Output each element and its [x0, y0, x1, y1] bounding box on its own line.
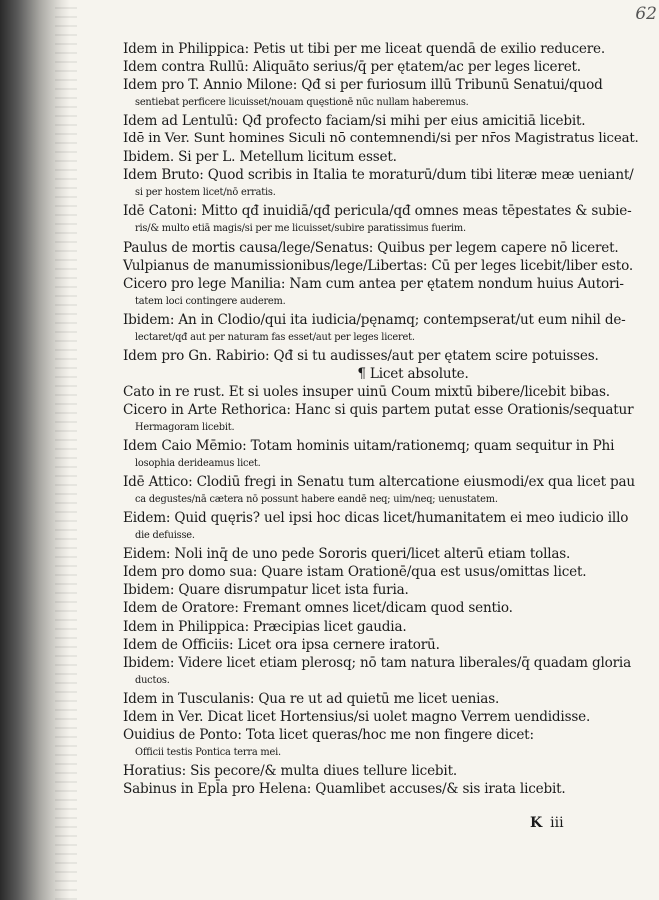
text-line: Idem contra Rullū: Aliquāto serius/q̄ per ętatem/ac per leges liceret. — [123, 59, 581, 76]
text-line: die defuisse. — [135, 530, 195, 542]
text-line: si per hostem licet/nō erratis. — [135, 187, 276, 199]
scan-speckle — [55, 0, 77, 900]
text-line: lectaret/qđ aut per naturam fas esset/aut per leges liceret. — [135, 331, 415, 343]
text-line: Idem in Ver. Dicat licet Hortensius/si uolet magno Verrem uendidisse. — [123, 708, 591, 725]
text-line: Cicero in Arte Rethorica: Hanc si quis partem putat esse Orationis/sequatur — [123, 401, 634, 418]
text-line: Idē in Ver. Sunt homines Siculi nō contemnendi/si per nr̄os Magistratus liceat. — [123, 131, 639, 147]
folio-number: 62 — [635, 4, 657, 24]
text-line: Officii testis Pontica terra mei. — [135, 746, 281, 758]
text-column — [123, 40, 639, 798]
text-line: tatem loci contingere auderem. — [135, 295, 286, 307]
text-line: Vulpianus de manumissionibus/lege/Libertas: Cū per leges licebit/liber esto. — [123, 257, 633, 274]
text-line: Horatius: Sis pecore/& multa diues tellure licebit. — [123, 762, 457, 779]
signature-number: iii — [550, 815, 564, 831]
signature-letter: K — [530, 815, 543, 831]
text-line: Cicero pro lege Manilia: Nam cum antea per ętatem nondum huius Autori- — [123, 275, 624, 292]
text-line: Idē Catoni: Mitto qđ inuidiā/qđ pericula/qđ omnes meas tēpestates & subie- — [123, 203, 632, 220]
text-line: Idem in Tusculanis: Qua re ut ad quietū me licet uenias. — [123, 690, 500, 707]
text-line: Idem in Philippica: Petis ut tibi per me liceat quendā de exilio reducere. — [123, 41, 605, 57]
text-line: Ibidem: An in Clodio/qui ita iudicia/pęnamq; contempserat/ut eum nihil de- — [123, 311, 626, 328]
text-line: Cato in re rust. Et si uoles insuper uinū Coum mixtū bibere/licebit bibas. — [123, 383, 610, 400]
text-line: ca degustes/nā cætera nō possunt habere eandē neq; uim/neq; uenustatem. — [135, 494, 498, 506]
section-heading: ¶ Licet absolute. — [357, 365, 469, 382]
text-line: Paulus de mortis causa/lege/Senatus: Quibus per legem capere nō liceret. — [123, 239, 619, 256]
text-line: Idem Bruto: Quod scribis in Italia te moraturū/dum tibi literæ meæ ueniant/ — [123, 167, 634, 184]
text-line: Idē Attico: Clodiū fregi in Senatu tum altercatione eiusmodi/ex qua licet pau — [123, 474, 635, 491]
text-line: Eidem: Quid quęris? uel ipsi hoc dicas licet/humanitatem ei meo iudicio illo — [123, 510, 629, 527]
text-line: Hermagoram licebit. — [135, 421, 235, 433]
signature-mark — [530, 815, 564, 831]
text-line: ris/& multo etiā magis/si per me licuisset/subire paratissimus fuerim. — [135, 223, 466, 235]
text-line: Idem Caio Mēmio: Totam hominis uitam/rationemq; quam sequitur in Phi — [123, 438, 615, 455]
text-line: losophia derideamus licet. — [135, 458, 261, 470]
text-line: Ibidem: Videre licet etiam plerosq; nō tam natura liberales/q̄ quadam gloria — [123, 654, 631, 671]
text-line: Ibidem. Si per L. Metellum licitum esset. — [123, 149, 397, 166]
text-line: Sabinus in Epl̄a pro Helena: Quamlibet accuses/& sis irata licebit. — [123, 780, 566, 797]
text-line: Idem pro Gn. Rabirio: Qđ si tu audisses/aut per ętatem scire potuisses. — [123, 347, 599, 364]
text-line: ductos. — [135, 674, 170, 686]
text-line: Idem pro domo sua: Quare istam Orationē/qua est usus/omittas licet. — [123, 564, 587, 581]
text-line: Idem ad Lentulū: Qđ profecto faciam/si mihi per eius amicitiā licebit. — [123, 113, 586, 130]
text-line: Idem de Officiis: Licet ora ipsa cernere iratorū. — [123, 636, 440, 653]
text-line: Idem in Philippica: Præcipias licet gaudia. — [123, 618, 407, 635]
text-line: Ouidius de Ponto: Tota licet queras/hoc me non fingere dicet: — [123, 726, 534, 743]
text-line: Idem de Oratore: Fremant omnes licet/dicam quod sentio. — [123, 600, 513, 617]
text-line: Idem pro T. Annio Milone: Qđ si per furiosum illū Tribunū Senatui/quod — [123, 77, 603, 94]
text-line: Eidem: Noli inq̄ de uno pede Sororis queri/licet alterū etiam tollas. — [123, 546, 571, 563]
text-line: sentiebat perficere licuisset/nouam quęstionē nūc nullam haberemus. — [135, 97, 469, 109]
text-line: Ibidem: Quare disrumpatur licet ista furia. — [123, 582, 409, 599]
